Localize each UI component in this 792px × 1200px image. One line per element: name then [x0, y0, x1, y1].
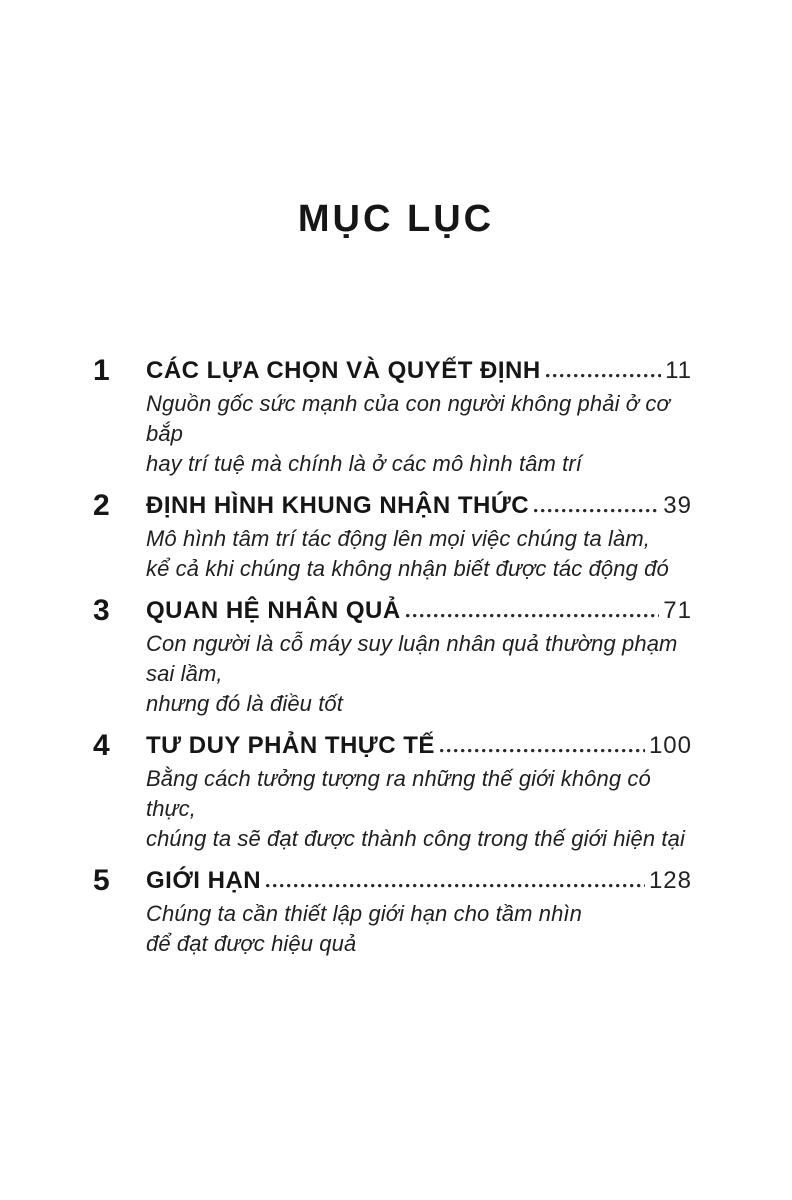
chapter-title: ĐỊNH HÌNH KHUNG NHẬN THỨC — [146, 492, 530, 519]
chapter-description-line: Chúng ta cần thiết lập giới hạn cho tầm nhìn — [146, 901, 582, 926]
chapter-number: 2 — [93, 489, 110, 522]
chapter-number: 3 — [93, 594, 110, 627]
chapter-title: CÁC LỰA CHỌN VÀ QUYẾT ĐỊNH — [146, 357, 541, 384]
toc-entry — [93, 728, 692, 854]
chapter-description-line: Mô hình tâm trí tác động lên mọi việc chúng ta làm, — [146, 526, 651, 551]
toc-entry-heading — [146, 488, 692, 524]
toc-entry — [93, 593, 692, 719]
toc-entry-heading — [146, 353, 692, 389]
dotted-leader — [440, 748, 645, 753]
dotted-leader — [266, 883, 645, 888]
toc-entry-body — [146, 593, 692, 719]
toc-entry-heading — [146, 728, 692, 764]
dotted-leader — [406, 613, 660, 618]
chapter-title: TƯ DUY PHẢN THỰC TẾ — [146, 732, 435, 759]
toc-entry-heading — [146, 863, 692, 899]
chapter-title: GIỚI HẠN — [146, 867, 262, 894]
chapter-page-number: 128 — [648, 867, 692, 894]
chapter-number: 5 — [93, 864, 110, 897]
chapter-number: 4 — [93, 729, 110, 762]
dotted-leader — [534, 508, 659, 513]
toc-entry-heading — [146, 593, 692, 629]
chapter-description-line: nhưng đó là điều tốt — [146, 691, 343, 716]
chapter-description-line: hay trí tuệ mà chính là ở các mô hình tâm trí — [146, 451, 582, 476]
toc-entry-body — [146, 353, 692, 479]
chapter-page-number: 11 — [665, 357, 692, 384]
toc-entry — [93, 488, 692, 584]
chapter-number: 1 — [93, 354, 110, 387]
toc-entry — [93, 863, 692, 959]
chapter-title: QUAN HỆ NHÂN QUẢ — [146, 597, 401, 624]
chapter-description-line: chúng ta sẽ đạt được thành công trong thế giới hiện tại — [146, 826, 685, 851]
chapter-description-line: kể cả khi chúng ta không nhận biết được tác động đó — [146, 556, 669, 581]
dotted-leader — [546, 373, 661, 378]
table-of-contents — [93, 353, 692, 959]
page-title: MỤC LỤC — [297, 198, 495, 240]
chapter-description-line: Nguồn gốc sức mạnh của con người không phải ở cơ bắp — [146, 391, 670, 446]
toc-entry-body — [146, 728, 692, 854]
chapter-description-line: Bằng cách tưởng tượng ra những thế giới không có thực, — [146, 766, 651, 821]
chapter-description-line: Con người là cỗ máy suy luận nhân quả thường phạm sai lầm, — [146, 631, 678, 686]
chapter-page-number: 100 — [648, 732, 692, 759]
toc-entry — [93, 353, 692, 479]
toc-entry-body — [146, 488, 692, 584]
chapter-description-line: để đạt được hiệu quả — [146, 931, 357, 956]
toc-entry-body — [146, 863, 692, 959]
chapter-page-number: 71 — [663, 597, 692, 624]
chapter-page-number: 39 — [663, 492, 692, 519]
